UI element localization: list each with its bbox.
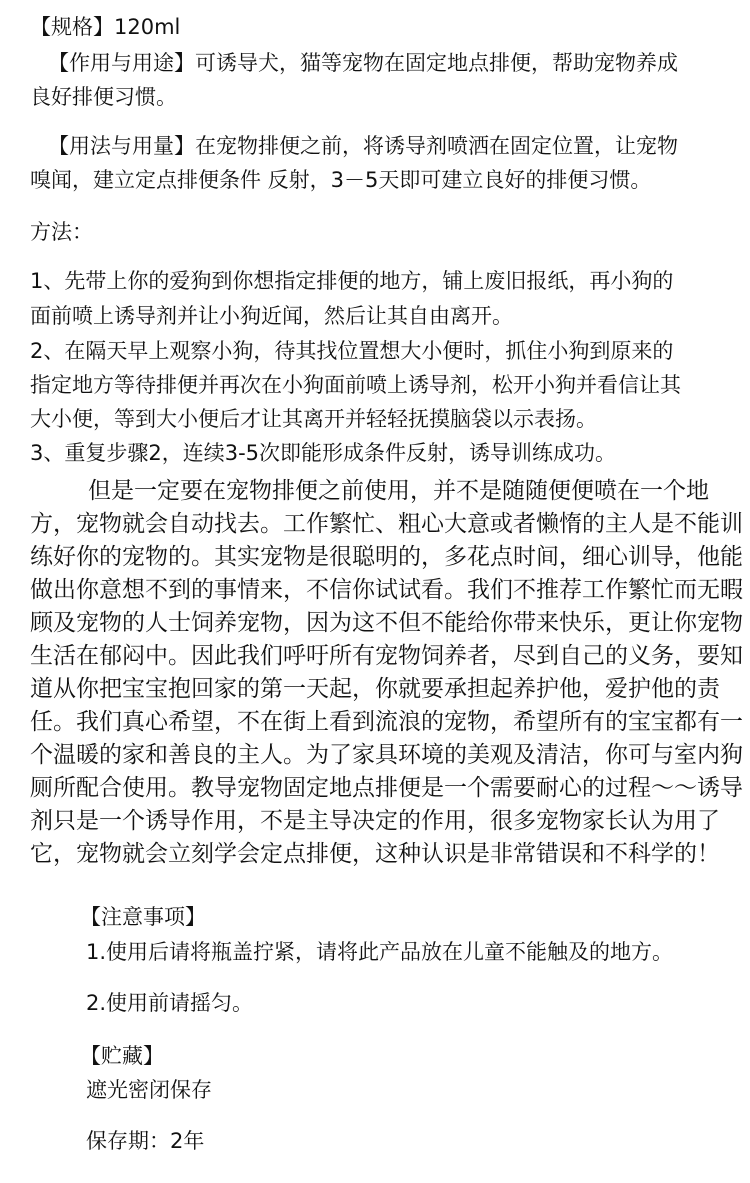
- paragraph-line: 但是一定要在宠物排便之前使用，并不是随随便便喷在一个地: [88, 478, 709, 504]
- storage-title: 【贮藏】: [80, 1044, 164, 1068]
- usage-line-2: 良好排便习惯。: [30, 85, 177, 109]
- usage-line-1: 【作用与用途】可诱导犬，猫等宠物在固定地点排便，帮助宠物养成: [48, 51, 678, 75]
- paragraph-line: 它，宠物就会立刻学会定点排便，这种认识是非常错误和不科学的！: [30, 841, 720, 867]
- paragraph-line: 练好你的宠物的。其实宠物是很聪明的，多花点时间，细心训导，他能: [30, 544, 743, 570]
- step-line: 3、重复步骤2，连续3-5次即能形成条件反射，诱导训练成功。: [30, 441, 617, 465]
- notes-item: 2.使用前请摇匀。: [86, 991, 254, 1015]
- step-line: 大小便，等到大小便后才让其离开并轻轻抚摸脑袋以示表扬。: [30, 407, 597, 431]
- paragraph-line: 厕所配合使用。教导宠物固定地点排便是一个需要耐心的过程～～诱导: [30, 775, 743, 801]
- spec-line: 【规格】120ml: [30, 15, 181, 39]
- storage-value: 遮光密闭保存: [86, 1078, 212, 1102]
- paragraph-line: 任。我们真心希望，不在街上看到流浪的宠物，希望所有的宝宝都有一: [30, 709, 743, 735]
- step-line: 1、先带上你的爱狗到你想指定排便的地方，铺上废旧报纸，再小狗的: [30, 269, 674, 293]
- paragraph-line: 剂只是一个诱导作用，不是主导决定的作用，很多宠物家长认为用了: [30, 808, 720, 834]
- dosage-line-2: 嗅闻，建立定点排便条件 反射，3－5天即可建立良好的排便习惯。: [30, 168, 652, 192]
- notes-title: 【注意事项】: [80, 905, 206, 929]
- shelf-life: 保存期：2年: [86, 1129, 205, 1153]
- dosage-line-1: 【用法与用量】在宠物排便之前，将诱导剂喷洒在固定位置，让宠物: [48, 134, 678, 158]
- paragraph-line: 方，宠物就会自动找去。工作繁忙、粗心大意或者懒惰的主人是不能训: [30, 511, 743, 537]
- notes-item: 1.使用后请将瓶盖拧紧，请将此产品放在儿童不能触及的地方。: [86, 940, 674, 964]
- method-title: 方法：: [30, 220, 93, 244]
- step-line: 指定地方等待排便并再次在小狗面前喷上诱导剂，松开小狗并看信让其: [30, 373, 681, 397]
- paragraph-line: 个温暖的家和善良的主人。为了家具环境的美观及清洁，你可与室内狗: [30, 742, 743, 768]
- paragraph-line: 道从你把宝宝抱回家的第一天起，你就要承担起养护他，爱护他的责: [30, 676, 720, 702]
- paragraph-line: 顾及宠物的人士饲养宠物，因为这不但不能给你带来快乐，更让你宠物: [30, 610, 743, 636]
- step-line: 面前喷上诱导剂并让小狗近闻，然后让其自由离开。: [30, 304, 513, 328]
- paragraph-line: 生活在郁闷中。因此我们呼吁所有宠物饲养者，尽到自己的义务，要知: [30, 643, 743, 669]
- step-line: 2、在隔天早上观察小狗，待其找位置想大小便时，抓住小狗到原来的: [30, 339, 674, 363]
- paragraph-line: 做出你意想不到的事情来，不信你试试看。我们不推荐工作繁忙而无暇: [30, 577, 743, 603]
